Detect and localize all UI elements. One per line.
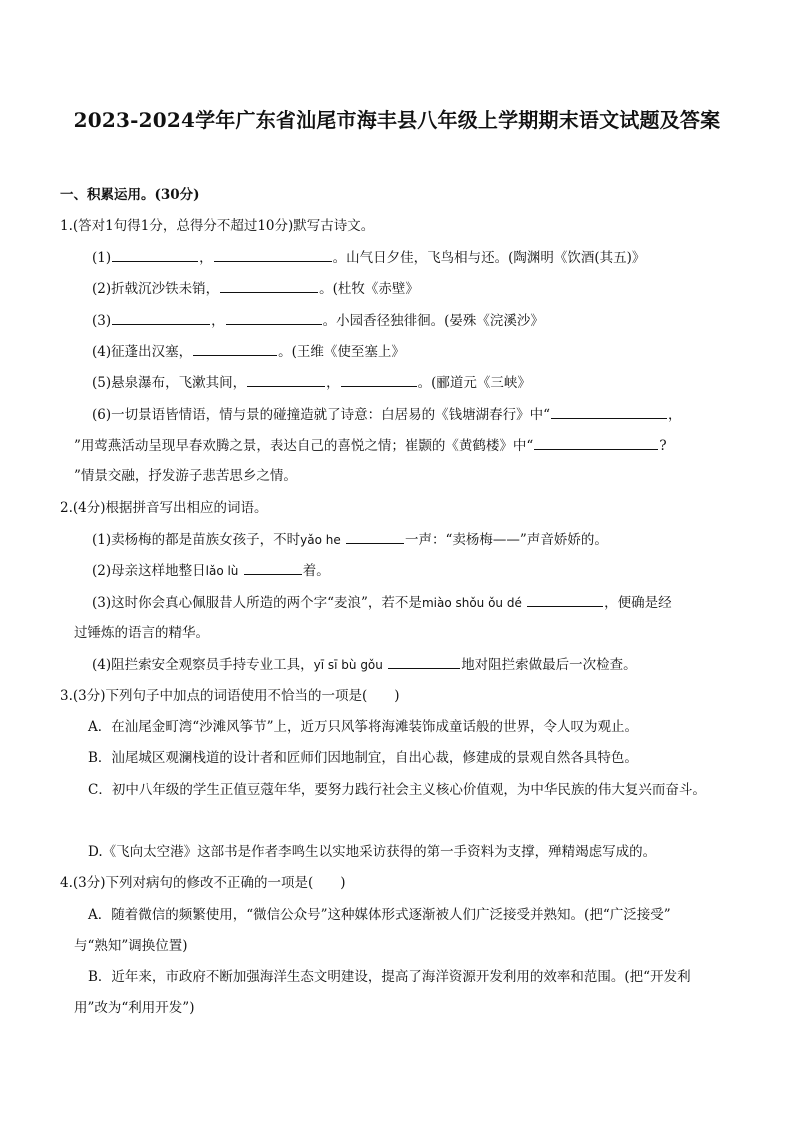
q1-item-1 (92, 246, 645, 269)
q1-item-6-mark: ? (659, 438, 667, 454)
answer-blank[interactable] (551, 403, 667, 419)
q2-item-1-text: (1)卖杨梅的都是苗族女孩子，不时 (92, 532, 301, 548)
q2-item-2 (92, 559, 330, 582)
q1-item-5 (92, 371, 531, 394)
q1-item-6-line-2 (74, 434, 667, 457)
q4-option-a-line-2: 与“熟知”调换位置) (74, 938, 188, 954)
answer-blank[interactable] (341, 371, 417, 387)
section-heading: 一、积累运用。(30分) (60, 187, 200, 203)
answer-blank[interactable] (346, 528, 404, 544)
q1-item-3-text: 。小园香径独徘徊。(晏殊《浣溪沙》 (322, 313, 544, 329)
q1-item-4-text: (4)征蓬出汉塞， (92, 344, 193, 360)
q2-item-3-rest: ，便确是经 (604, 595, 672, 611)
q3-option-c: C．初中八年级的学生正值豆蔻年华，要努力践行社会主义核心价值观，为中华民族的伟大复兴而奋斗。 (88, 782, 706, 798)
answer-blank[interactable] (244, 559, 302, 575)
q1-item-4-source: 。(王维《使至塞上》 (278, 344, 405, 360)
q2-item-1 (92, 528, 608, 551)
pinyin: yī sī bù gǒu (313, 658, 383, 672)
q2-item-3-line-2: 过锤炼的语言的精华。 (74, 625, 209, 641)
answer-blank[interactable] (534, 434, 658, 450)
q1-item-5-source: 。(郦道元《三峡》 (417, 375, 531, 391)
q1-item-2 (92, 277, 419, 300)
answer-blank[interactable] (112, 246, 198, 262)
q2-item-4-rest: 地对阻拦索做最后一次检查。 (461, 657, 637, 673)
page-title: 2023-2024学年广东省汕尾市海丰县八年级上学期期末语文试题及答案 (73, 108, 721, 132)
q1-item-6-line-3: ”情景交融，抒发游子悲苦思乡之情。 (74, 468, 297, 484)
q1-item-6 (92, 403, 682, 426)
q1-item-1-text: 。山气日夕佳，飞鸟相与还。(陶渊明《饮酒(其五)》 (332, 250, 646, 266)
answer-blank[interactable] (214, 246, 332, 262)
answer-blank[interactable] (226, 309, 322, 325)
q4-option-b: B．近年来，市政府不断加强海洋生态文明建设，提高了海洋资源开发利用的效率和范围。(把“开发利 (88, 969, 691, 985)
q1-item-5-comma: ， (326, 375, 340, 391)
question-1-stem: 1.(答对1句得1分，总得分不超过10分)默写古诗文。 (60, 218, 375, 234)
q3-option-a: A．在汕尾金町湾“沙滩风筝节”上，近万只风筝将海滩装饰成童话般的世界，令人叹为观止。 (88, 719, 639, 735)
q3-option-b: B．汕尾城区观澜栈道的设计者和匠师们因地制宜，自出心裁，修建成的景观自然各具特色。 (88, 750, 638, 766)
q2-item-2-rest: 着。 (302, 563, 330, 579)
answer-blank[interactable] (527, 591, 603, 607)
question-2-stem: 2.(4分)根据拼音写出相应的词语。 (60, 500, 268, 516)
q1-item-6-text-2: ”用莺燕活动呈现早春欢腾之景，表达自己的喜悦之情；崔颢的《黄鹤楼》中“ (74, 438, 534, 454)
q4-option-b-line-2: 用”改为“利用开发”) (74, 1000, 195, 1016)
question-3-stem: 3.(3分)下列句子中加点的词语使用不恰当的一项是( ) (60, 688, 400, 704)
q2-item-1-rest: 一声：“卖杨梅——”声音娇娇的。 (405, 532, 608, 548)
answer-blank[interactable] (247, 371, 325, 387)
q1-item-3-label: (3) (92, 313, 112, 329)
answer-blank[interactable] (193, 340, 277, 356)
q1-item-6-comma: ， (668, 407, 682, 423)
pinyin: miào shǒu ǒu dé (421, 596, 522, 610)
q1-item-4 (92, 340, 405, 363)
q2-item-3-text: (3)这时你会真心佩服昔人所造的两个字“麦浪”，若不是 (92, 595, 422, 611)
question-4-stem: 4.(3分)下列对病句的修改不正确的一项是( ) (60, 875, 346, 891)
q3-option-d: D.《飞向太空港》这部书是作者李鸣生以实地采访获得的第一手资料为支撑，殚精竭虑写成的。 (88, 844, 657, 860)
q1-item-2-text: (2)折戟沉沙铁未销， (92, 281, 220, 297)
q1-item-2-source: 。(杜牧《赤壁》 (319, 281, 419, 297)
q2-item-4-text: (4)阻拦索安全观察员手持专业工具， (92, 657, 314, 673)
answer-blank[interactable] (220, 277, 318, 293)
answer-blank[interactable] (388, 653, 460, 669)
q1-item-3 (92, 309, 544, 332)
answer-blank[interactable] (112, 309, 210, 325)
q2-item-2-text: (2)母亲这样地整日 (92, 563, 206, 579)
q1-item-6-text: (6)一切景语皆情语，情与景的碰撞造就了诗意：白居易的《钱塘湖春行》中“ (92, 407, 551, 423)
q1-item-1-label: (1) (92, 250, 112, 266)
q1-item-3-comma: ， (211, 313, 225, 329)
q2-item-4 (92, 653, 637, 676)
pinyin: yǎo he (300, 533, 341, 547)
q1-item-1-comma: ， (199, 250, 213, 266)
pinyin: lǎo lù (205, 564, 239, 578)
q2-item-3 (92, 591, 672, 614)
q1-item-5-text: (5)悬泉瀑布，飞漱其间， (92, 375, 247, 391)
q4-option-a: A．随着微信的频繁使用，“微信公众号”这种媒体形式逐渐被人们广泛接受并熟知。(把“广泛接受” (88, 907, 671, 923)
